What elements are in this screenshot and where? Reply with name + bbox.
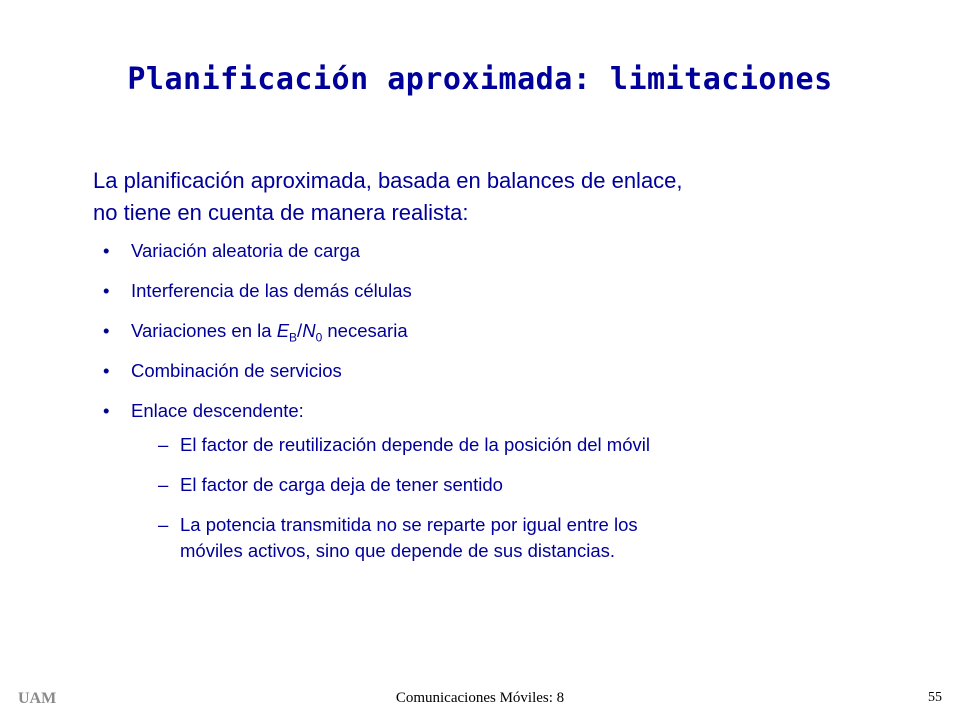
bullet-icon: • bbox=[103, 400, 110, 421]
bullet-text: Variación aleatoria de carga bbox=[131, 240, 360, 261]
sub-bullet-item bbox=[158, 512, 858, 564]
sub-bullet-text-line-1: La potencia transmitida no se reparte por igual entre los bbox=[180, 514, 638, 535]
bullet-icon: • bbox=[103, 240, 110, 261]
bullet-item bbox=[103, 238, 923, 278]
page-number: 55 bbox=[928, 690, 942, 705]
dash-icon: – bbox=[158, 474, 169, 495]
bullet-text: Enlace descendente: bbox=[131, 400, 304, 421]
sub-bullet-text: El factor de carga deja de tener sentido bbox=[180, 474, 503, 495]
bullet-list bbox=[103, 238, 923, 438]
intro-line-2: no tiene en cuenta de manera realista: bbox=[93, 200, 469, 225]
footer-course: Comunicaciones Móviles: 8 bbox=[395, 690, 565, 706]
n0-subscript: 0 bbox=[315, 330, 323, 345]
bullet-text: Combinación de servicios bbox=[131, 360, 342, 381]
sub-bullet-item bbox=[158, 472, 858, 498]
dash-icon: – bbox=[158, 514, 169, 535]
bullet-icon: • bbox=[103, 320, 110, 341]
sub-bullet-list bbox=[158, 432, 858, 578]
intro-line-1: La planificación aproximada, basada en balances de enlace, bbox=[93, 168, 683, 193]
sub-bullet-text-line-2: móviles activos, sino que depende de sus distancias. bbox=[180, 540, 616, 561]
bullet-item bbox=[103, 358, 923, 398]
bullet-icon: • bbox=[103, 280, 110, 301]
eb-subscript: B bbox=[289, 330, 298, 345]
slash: / bbox=[297, 320, 303, 341]
dash-icon: – bbox=[158, 434, 169, 455]
slide-title: Planificación aproximada: limitaciones bbox=[127, 62, 833, 97]
logo-text: UAM bbox=[18, 690, 57, 707]
n0-symbol: N bbox=[302, 320, 316, 341]
bullet-text-prefix: Variaciones en la bbox=[131, 320, 277, 341]
bullet-text-suffix: necesaria bbox=[322, 320, 408, 341]
intro-text bbox=[93, 165, 893, 229]
bullet-item bbox=[103, 278, 923, 318]
sub-bullet-item bbox=[158, 432, 858, 458]
bullet-item bbox=[103, 318, 923, 358]
bullet-text: Interferencia de las demás células bbox=[131, 280, 412, 301]
eb-symbol: E bbox=[276, 320, 290, 341]
bullet-icon: • bbox=[103, 360, 110, 381]
bullet-text bbox=[131, 320, 408, 345]
sub-bullet-text: El factor de reutilización depende de la posición del móvil bbox=[180, 434, 650, 455]
